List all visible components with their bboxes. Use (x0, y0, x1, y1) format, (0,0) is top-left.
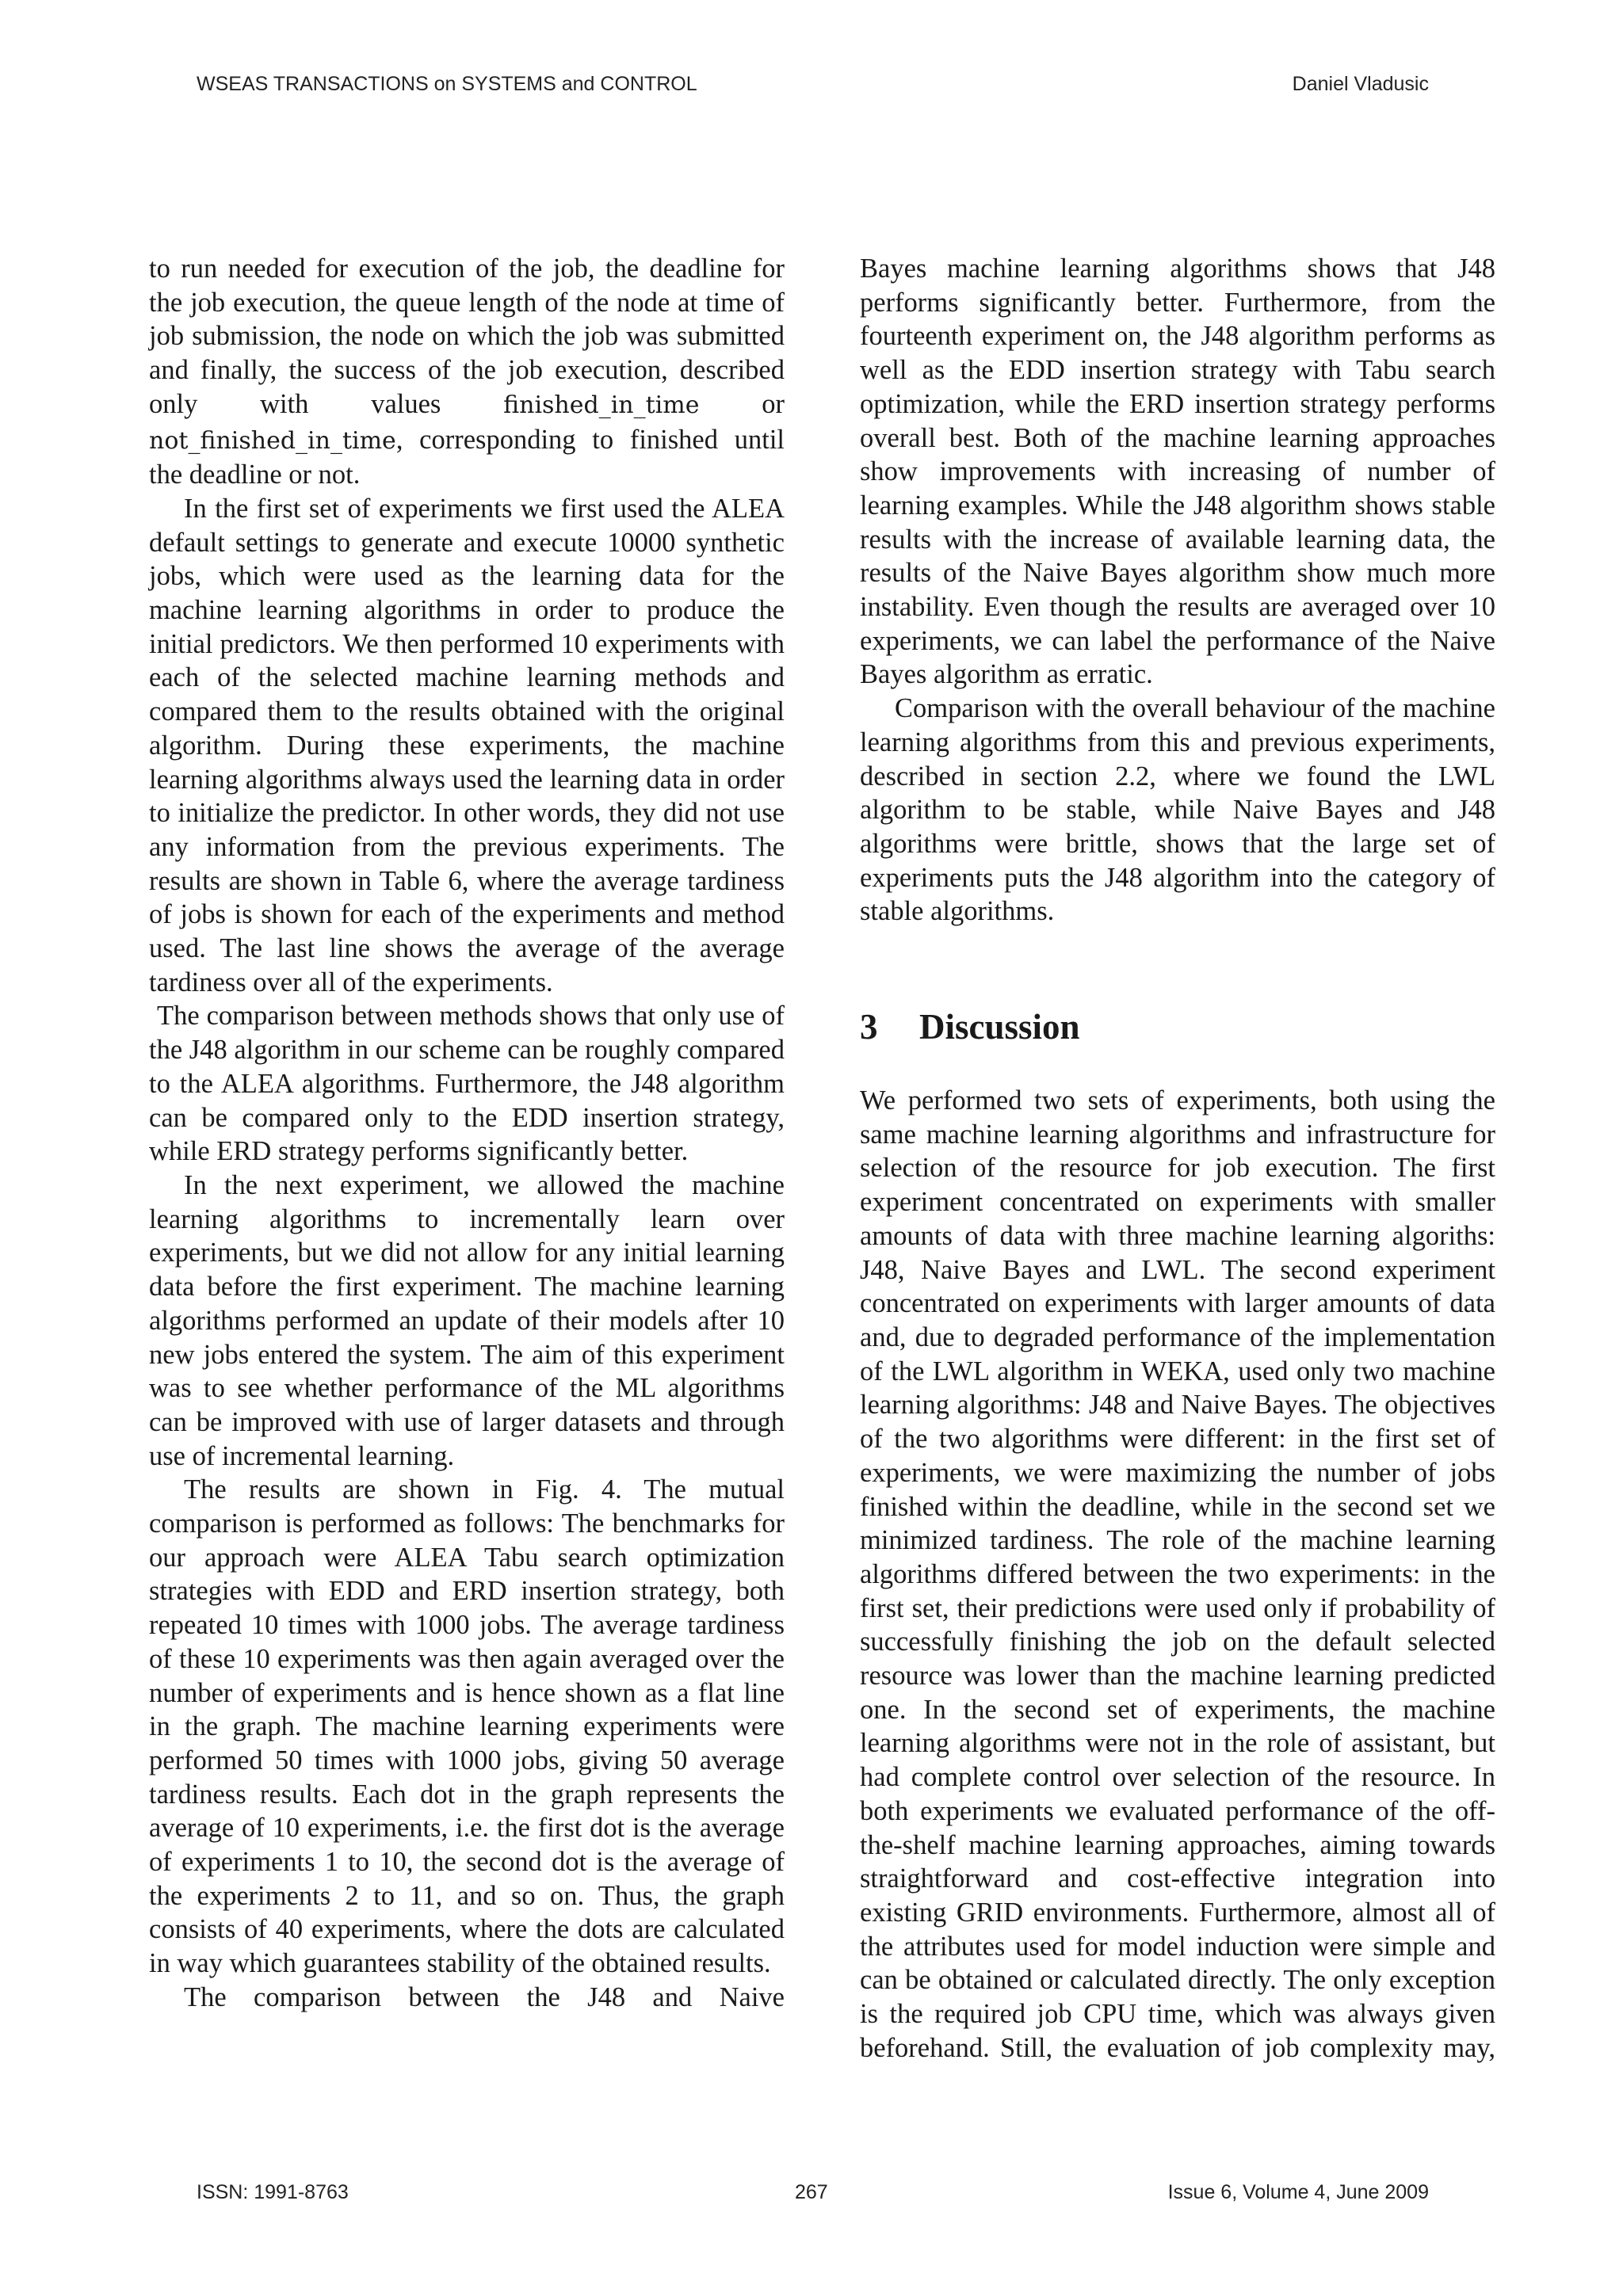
paragraph: Bayes machine learning algorithms shows that J48 performs significantly better. Furthermore, from the fourteenth experiment on, the J48 algorithm performs as well as the EDD insertion strategy with Tabu search optimization, while the ERD insertion strategy performs overall best. Both of the machine learning approaches show improvements with increasing of number of learning examples. While the J48 algorithm shows stable results with the increase of available learning data, the results of the Naive Bayes algorithm show much more instability. Even though the results are averaged over 10 experiments, we can label the performance of the Naive Bayes algorithm as erratic. (860, 254, 1495, 690)
footer-issn: ISSN: 1991-8763 (197, 2181, 349, 2203)
section-number: 3 (860, 1007, 878, 1047)
footer-issue: Issue 6, Volume 4, June 2009 (1167, 2181, 1429, 2203)
page-number: 267 (795, 2181, 828, 2203)
inline-code: finished_in_time (503, 391, 700, 419)
section-heading (860, 1005, 1495, 1049)
right-column (860, 252, 1495, 2065)
running-header-author: Daniel Vladusic (1292, 73, 1429, 95)
paragraph: The comparison between methods shows that only use of the J48 algorithm in our scheme can be roughly compared to the ALEA algorithms. Furthermore, the J48 algorithm can be compared only to the EDD insertion strategy, while ERD strategy performs significantly better. (149, 1001, 785, 1167)
paragraph: to run needed for execution of the job, the deadline for the job execution, the queue length of the node at time of job submission, the node on which the job was submitted and finally, the success of the job execution, described only with values finished_in_time or not_finished_in_time, corresponding to finished until the deadline or not. (149, 254, 785, 490)
paragraph: Comparison with the overall behaviour of the machine learning algorithms from this and previous experiments, described in section 2.2, where we found the LWL algorithm to be stable, while Naive Bayes and J48 algorithms were brittle, shows that the large set of experiments puts the J48 algorithm into the category of stable algorithms. (860, 693, 1495, 927)
left-column (149, 252, 785, 2015)
paragraph: In the first set of experiments we first used the ALEA default settings to generate and execute 10000 synthetic jobs, which were used as the learning data for the machine learning algorithms in order to produce the initial predictors. We then performed 10 experiments with each of the selected machine learning methods and compared them to the results obtained with the original algorithm. During these experiments, the machine learning algorithms always used the learning data in order to initialize the predictor. In other words, they did not use any information from the previous experiments. The results are shown in Table 6, where the average tardiness of jobs is shown for each of the experiments and method used. The last line shows the average of the average tardiness over all of the experiments. (149, 493, 785, 997)
paragraph: The results are shown in Fig. 4. The mutual comparison is performed as follows: The benchmarks for our approach were ALEA Tabu search optimization strategies with EDD and ERD insertion strategy, both repeated 10 times with 1000 jobs. The average tardiness of these 10 experiments was then again averaged over the number of experiments and is hence shown as a flat line in the graph. The machine learning experiments were performed 50 times with 1000 jobs, giving 50 average tardiness results. Each dot in the graph represents the average of 10 experiments, i.e. the first dot is the average of experiments 1 to 10, the second dot is the average of the experiments 2 to 11, and so on. Thus, the graph consists of 40 experiments, where the dots are calculated in way which guarantees stability of the obtained results. (149, 1474, 785, 1979)
section-title: Discussion (919, 1007, 1080, 1047)
running-header-journal: WSEAS TRANSACTIONS on SYSTEMS and CONTROL (197, 73, 697, 95)
inline-code: not_finished_in_time (149, 426, 396, 455)
paragraph: The comparison between the J48 and Naive (184, 1981, 785, 2012)
paragraph: In the next experiment, we allowed the machine learning algorithms to incrementally learn over experiments, but we did not allow for any initial learning data before the first experiment. The machine learning algorithms performed an update of their models after 10 new jobs entered the system. The aim of this experiment was to see whether performance of the ML algorithms can be improved with use of larger datasets and through use of incremental learning. (149, 1169, 785, 1471)
paragraph: We performed two sets of experiments, both using the same machine learning algorithms and infrastructure for selection of the resource for job execution. The first experiment concentrated on experiments with smaller amounts of data with three machine learning algoriths: J48, Naive Bayes and LWL. The second experiment concentrated on experiments with larger amounts of data and, due to degraded performance of the implementation of the LWL algorithm in WEKA, used only two machine learning algorithms: J48 and Naive Bayes. The objectives of the two algorithms were different: in the first set of experiments, we were maximizing the number of jobs finished within the deadline, while in the second set we minimized tardiness. The role of the machine learning algorithms differed between the two experiments: in the first set, their predictions were used only if probability of successfully finishing the job on the default selected resource was lower than the machine learning predicted one. In the second set of experiments, the machine learning algorithms were not in the role of assistant, but had complete control over selection of the resource. In both experiments we evaluated performance of the off-the-shelf machine learning approaches, aiming towards straightforward and cost-effective integration into existing GRID environments. Furthermore, almost all of the attributes used for model induction were simple and can be obtained or calculated directly. The only exception is the required job CPU time, which was always given beforehand. Still, the evaluation of job complexity may, (860, 1085, 1495, 2063)
